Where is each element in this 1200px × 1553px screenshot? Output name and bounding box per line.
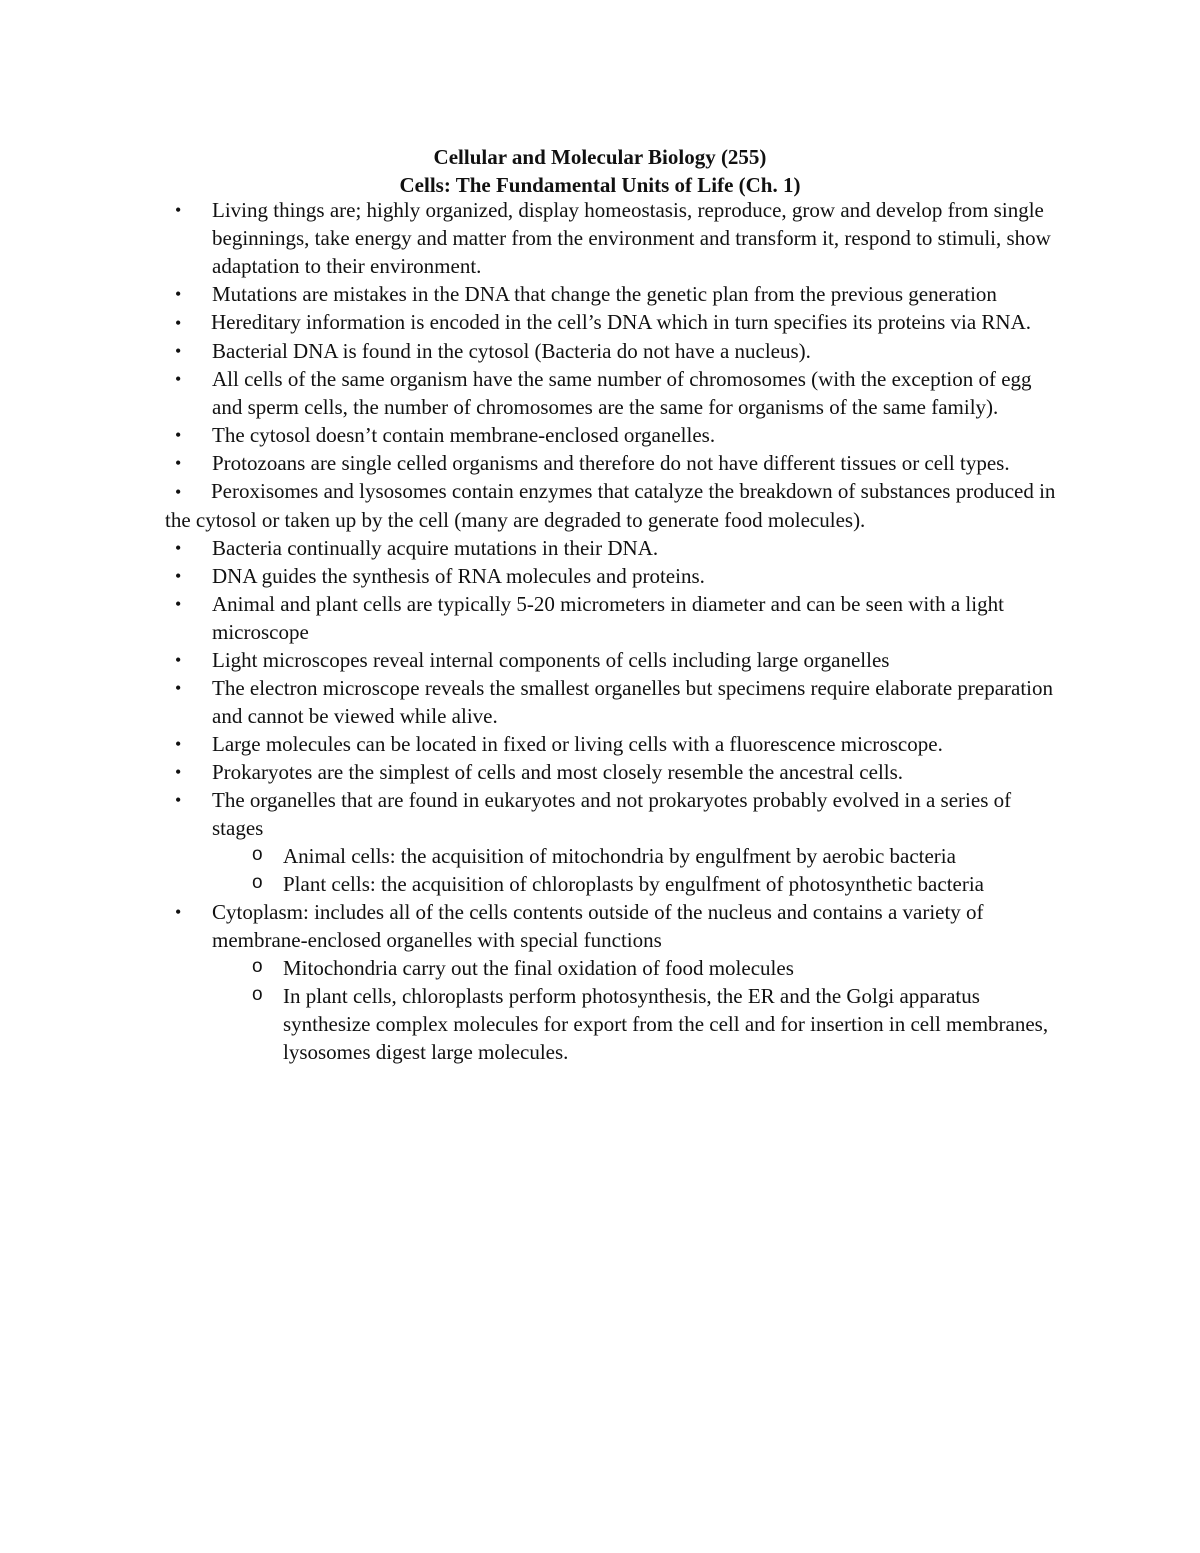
- list-item: [165, 898, 1065, 954]
- bullet-icon: •: [175, 594, 182, 614]
- notes-list: [165, 196, 1065, 1066]
- bullet-icon: •: [175, 734, 182, 754]
- list-item-text: Hereditary information is encoded in the cell’s DNA which in turn specifies its proteins via RNA.: [211, 310, 1031, 334]
- sub-list-item: [165, 982, 1065, 1066]
- sub-list-item: [165, 870, 1065, 898]
- bullet-icon: •: [175, 538, 182, 558]
- bullet-icon: •: [175, 453, 182, 473]
- course-title: Cellular and Molecular Biology (255): [433, 145, 767, 169]
- list-item-text: Peroxisomes and lysosomes contain enzymes that catalyze the breakdown of substances produced in the cytosol or taken up by the cell (many are degraded to generate food molecules).: [165, 479, 1056, 532]
- list-item-text: Living things are; highly organized, display homeostasis, reproduce, grow and develop from single beginnings, take energy and matter from the environment and transform it, respond to stimuli, show adaptation to their environment.: [212, 198, 1051, 278]
- sub-list-item-text: Mitochondria carry out the final oxidation of food molecules: [283, 956, 794, 980]
- list-item-text: Bacteria continually acquire mutations in their DNA.: [212, 536, 659, 560]
- list-item: [165, 786, 1065, 842]
- list-item: [165, 730, 1065, 758]
- chapter-title: Cells: The Fundamental Units of Life (Ch. 1): [399, 173, 801, 197]
- list-item-text: Large molecules can be located in fixed or living cells with a fluorescence microscope.: [212, 732, 943, 756]
- list-item: [165, 421, 1065, 449]
- list-item: [165, 758, 1065, 786]
- list-item-text: The electron microscope reveals the smallest organelles but specimens require elaborate preparation and cannot be viewed while alive.: [212, 676, 1054, 728]
- sub-list-item: [165, 954, 1065, 982]
- list-item: [165, 449, 1065, 477]
- bullet-icon: •: [175, 313, 182, 333]
- sub-list-item: [165, 842, 1065, 870]
- bullet-icon: •: [175, 369, 182, 389]
- bullet-icon: •: [175, 902, 182, 922]
- bullet-icon: •: [175, 341, 182, 361]
- bullet-icon: •: [175, 284, 182, 304]
- list-item-text: All cells of the same organism have the same number of chromosomes (with the exception of egg and sperm cells, the number of chromosomes are the same for organisms of the same family).: [212, 367, 1032, 419]
- list-item: [165, 674, 1065, 730]
- list-item-text: DNA guides the synthesis of RNA molecules and proteins.: [212, 564, 705, 588]
- list-item: [165, 196, 1065, 280]
- list-item: [165, 337, 1065, 365]
- list-item: [165, 477, 1065, 534]
- bullet-icon: •: [175, 762, 182, 782]
- sub-bullet-icon: o: [252, 844, 263, 865]
- list-item-text: Bacterial DNA is found in the cytosol (Bacteria do not have a nucleus).: [212, 339, 811, 363]
- list-item: [165, 534, 1065, 562]
- bullet-icon: •: [175, 566, 182, 586]
- list-item-text: Mutations are mistakes in the DNA that change the genetic plan from the previous generation: [212, 282, 997, 306]
- sub-list-item-text: Animal cells: the acquisition of mitochondria by engulfment by aerobic bacteria: [283, 844, 956, 868]
- sub-bullet-icon: o: [252, 956, 263, 977]
- sub-list-item-text: In plant cells, chloroplasts perform photosynthesis, the ER and the Golgi apparatus synthesize complex molecules for export from the cell and for insertion in cell membranes, lysosomes digest large molecules.: [283, 984, 1049, 1064]
- list-item-text: Protozoans are single celled organisms and therefore do not have different tissues or cell types.: [212, 451, 1010, 475]
- list-item-text: Prokaryotes are the simplest of cells and most closely resemble the ancestral cells.: [212, 760, 904, 784]
- bullet-icon: •: [175, 678, 182, 698]
- list-item: [165, 280, 1065, 308]
- list-item-text: The organelles that are found in eukaryotes and not prokaryotes probably evolved in a series of stages: [212, 788, 1012, 840]
- list-item: [165, 365, 1065, 421]
- bullet-icon: •: [175, 790, 182, 810]
- sub-bullet-icon: o: [252, 984, 263, 1005]
- sub-bullet-icon: o: [252, 872, 263, 893]
- document-header: [0, 143, 1200, 199]
- bullet-icon: •: [175, 482, 182, 502]
- list-item-text: The cytosol doesn’t contain membrane-enclosed organelles.: [212, 423, 716, 447]
- bullet-icon: •: [175, 425, 182, 445]
- bullet-icon: •: [175, 200, 182, 220]
- list-item: [165, 308, 1065, 337]
- list-item: [165, 562, 1065, 590]
- list-item: [165, 590, 1065, 646]
- list-item-text: Light microscopes reveal internal components of cells including large organelles: [212, 648, 890, 672]
- bullet-icon: •: [175, 650, 182, 670]
- list-item-text: Animal and plant cells are typically 5-20 micrometers in diameter and can be seen with a light microscope: [212, 592, 1004, 644]
- list-item: [165, 646, 1065, 674]
- list-item-text: Cytoplasm: includes all of the cells contents outside of the nucleus and contains a variety of membrane-enclosed organelles with special functions: [212, 900, 984, 952]
- sub-list-item-text: Plant cells: the acquisition of chloroplasts by engulfment of photosynthetic bacteria: [283, 872, 984, 896]
